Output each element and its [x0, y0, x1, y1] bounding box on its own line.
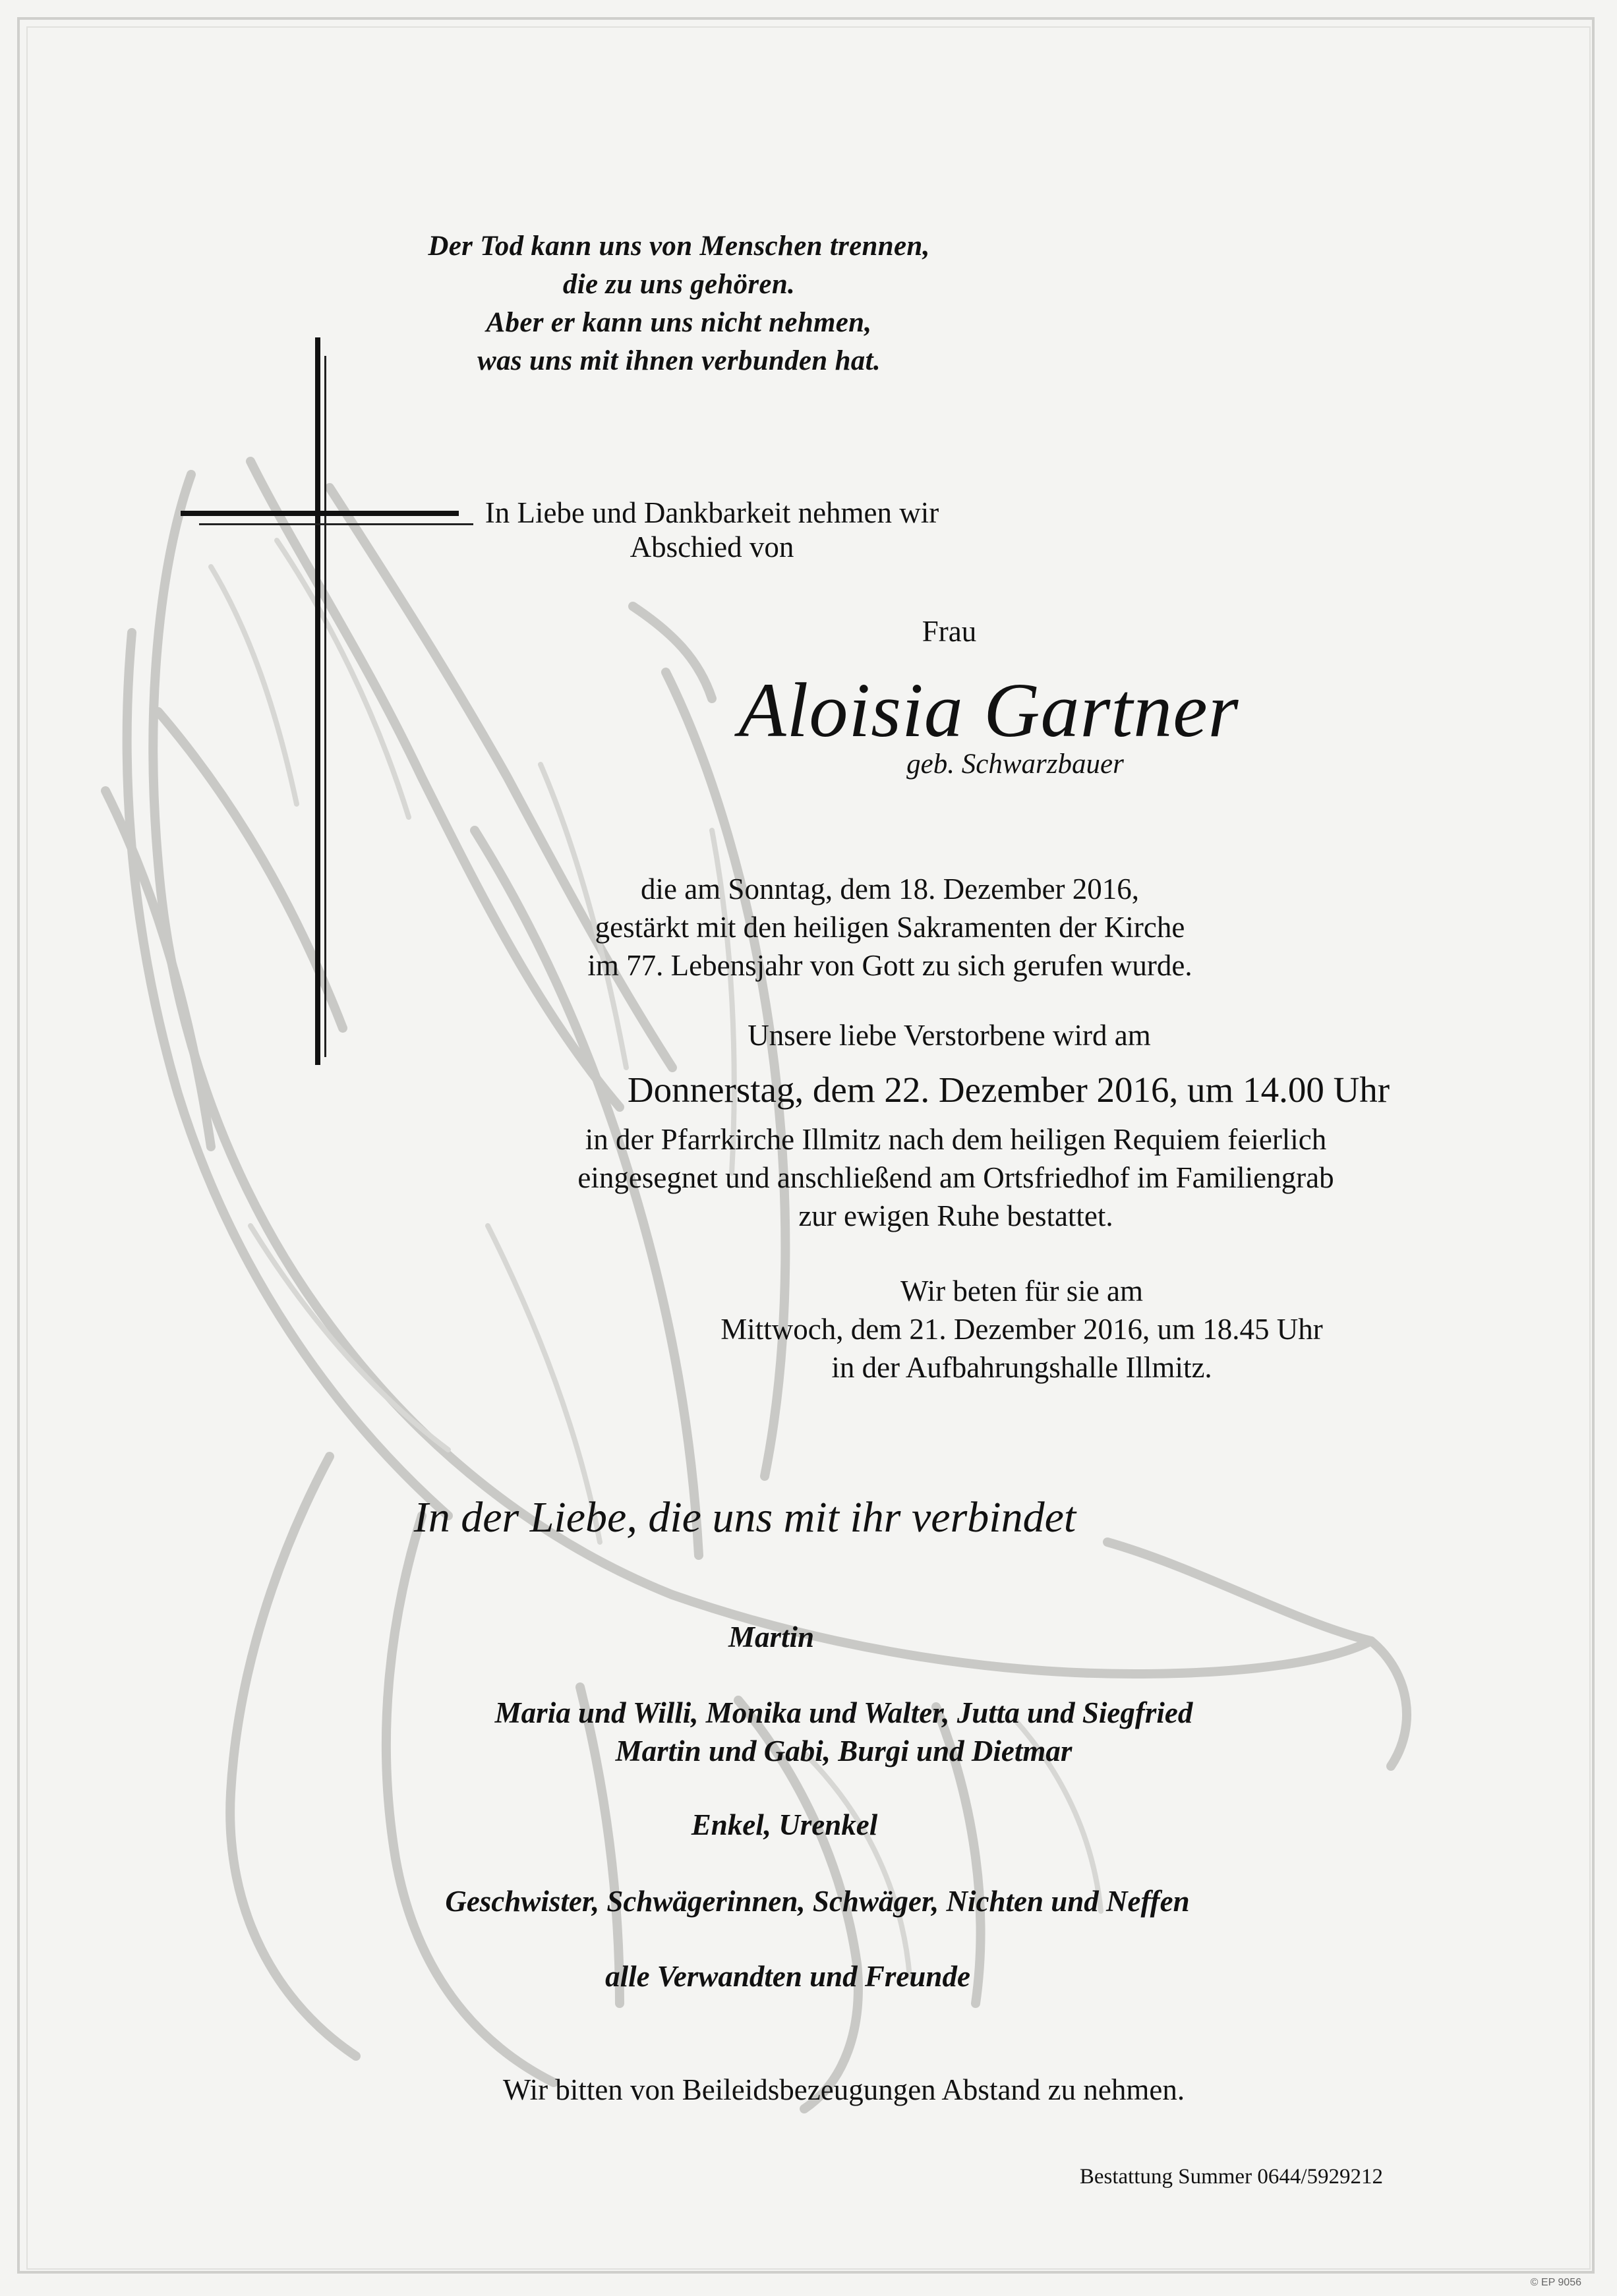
funeral-date [0, 1069, 1617, 1110]
death-notice-line: gestärkt mit den heiligen Sakramenten der Kirche [595, 911, 1185, 944]
love-line-text: In der Liebe, die uns mit ihr verbindet [413, 1493, 1076, 1541]
love-line [0, 1493, 1617, 1543]
death-notice-line: die am Sonntag, dem 18. Dezember 2016, [640, 873, 1140, 905]
birth-name [0, 748, 1617, 780]
death-notice-line: im 77. Lebensjahr von Gott zu sich gerufen wurde. [587, 949, 1192, 982]
poem-line: die zu uns gehören. [562, 269, 796, 300]
mourner-grandchildren-text: Enkel, Urenkel [691, 1808, 878, 1841]
prayer-notice-line: Wir beten für sie am [900, 1275, 1144, 1307]
funeral-intro-text: Unsere liebe Verstorbene wird am [748, 1019, 1151, 1052]
mourner-others [0, 1957, 1617, 1995]
salutation [0, 614, 1617, 648]
poem-line: Der Tod kann uns von Menschen trennen, [428, 231, 930, 262]
funeral-date-text: Donnerstag, dem 22. Dezember 2016, um 14.00 Uhr [627, 1070, 1390, 1110]
mourner-siblings [0, 1882, 1617, 1920]
funeral-details-line: zur ewigen Ruhe bestattet. [798, 1199, 1113, 1232]
prayer-notice [0, 1272, 1617, 1387]
mourner-children-line: Maria und Willi, Monika und Walter, Jutta und Siegfried [494, 1696, 1193, 1729]
mourner-others-text: alle Verwandten und Freunde [605, 1960, 970, 1993]
mourner-spouse [0, 1618, 1617, 1656]
funeral-details-line: eingesegnet und anschließend am Ortsfriedhof im Familiengrab [577, 1161, 1334, 1194]
poem-line: Aber er kann uns nicht nehmen, [486, 307, 872, 338]
mourner-siblings-text: Geschwister, Schwägerinnen, Schwäger, Nichten und Neffen [445, 1885, 1190, 1918]
mourner-spouse-text: Martin [728, 1621, 815, 1653]
poem-line: was uns mit ihnen verbunden hat. [477, 345, 881, 376]
birth-name-text: geb. Schwarzbauer [906, 749, 1124, 780]
prayer-notice-line: in der Aufbahrungshalle Illmitz. [831, 1351, 1212, 1384]
condolences-note-text: Wir bitten von Beileidsbezeugungen Abstand zu nehmen. [502, 2073, 1185, 2106]
condolences-note [0, 2073, 1617, 2107]
farewell-intro [0, 496, 1617, 564]
mourner-children-line: Martin und Gabi, Burgi und Dietmar [615, 1735, 1073, 1767]
prayer-notice-line: Mittwoch, dem 21. Dezember 2016, um 18.45 Uhr [720, 1313, 1323, 1346]
mourner-grandchildren [0, 1806, 1617, 1844]
poem [0, 227, 1617, 380]
funeral-details-line: in der Pfarrkirche Illmitz nach dem heiligen Requiem feierlich [585, 1123, 1327, 1156]
deceased-name-text: Aloisia Gartner [738, 667, 1239, 753]
salutation-text: Frau [922, 615, 977, 648]
deceased-name [0, 666, 1617, 755]
print-code: © EP 9056 [1530, 2277, 1581, 2288]
mourner-children [0, 1694, 1617, 1770]
farewell-intro-text: In Liebe und Dankbarkeit nehmen wir Abschied von [485, 496, 939, 563]
funeral-intro [0, 1018, 1617, 1052]
funeral-details [0, 1120, 1617, 1235]
death-notice [0, 870, 1617, 985]
undertaker-contact: Bestattung Summer 0644/5929212 [1079, 2165, 1383, 2189]
